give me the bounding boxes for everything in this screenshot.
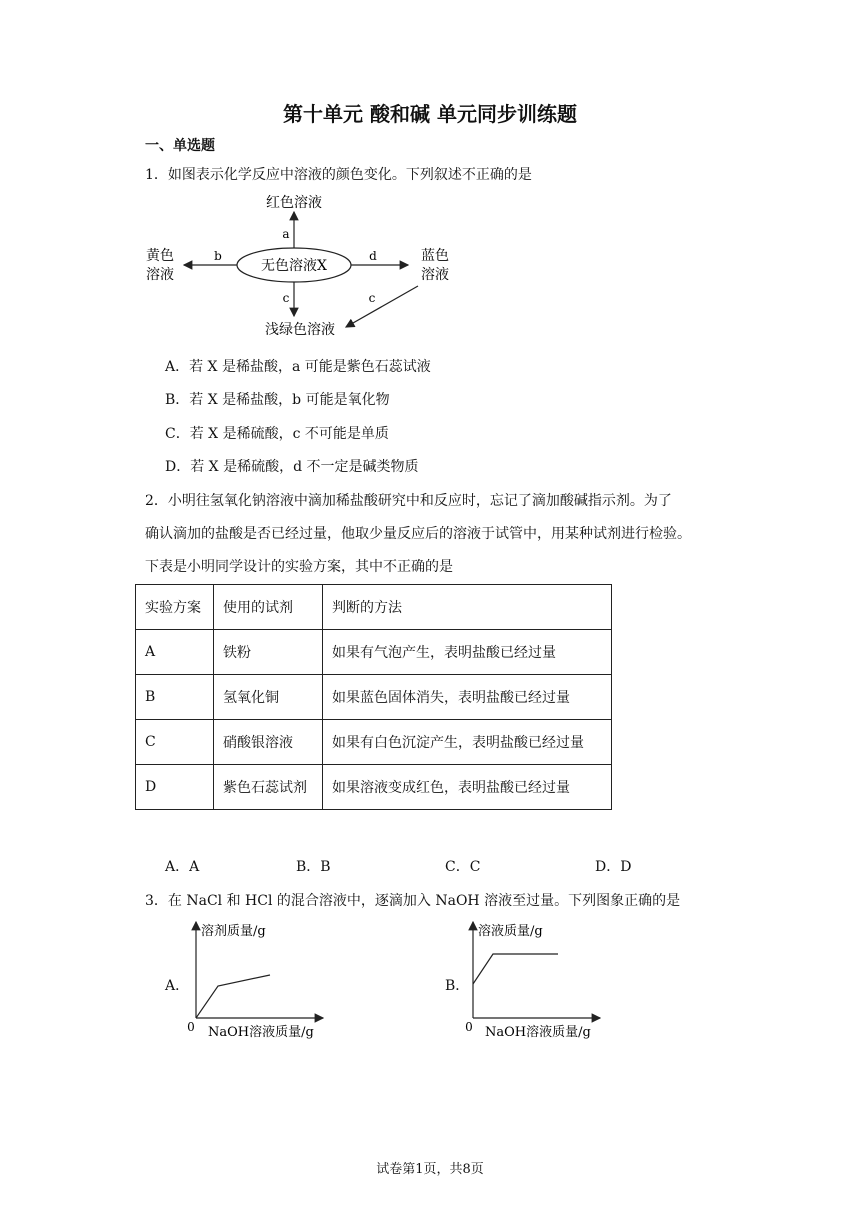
- page-footer: 试卷第1页，共8页: [376, 1162, 484, 1177]
- table-row: [136, 630, 612, 675]
- label-c: c: [282, 291, 290, 305]
- q1-option-c: C．若 X 是稀硫酸，c 不可能是单质: [165, 426, 389, 442]
- table-header-cell: 实验方案: [136, 585, 214, 630]
- table-cell: 如果有白色沉淀产生，表明盐酸已经过量: [323, 720, 612, 765]
- table-cell: 氢氧化铜: [214, 675, 323, 720]
- table-row: [136, 765, 612, 810]
- q2-option-a: A．A: [165, 859, 200, 875]
- q2-option-b: B．B: [296, 859, 331, 875]
- color-change-diagram: [140, 188, 460, 346]
- graph-b-ylabel: 溶液质量/g: [478, 924, 543, 939]
- graph-a-curve: [196, 975, 270, 1018]
- graph-b-xlabel: NaOH溶液质量/g: [485, 1025, 591, 1040]
- table-cell: D: [136, 765, 214, 810]
- graph-a-xlabel: NaOH溶液质量/g: [208, 1025, 314, 1040]
- q1-option-b: B．若 X 是稀盐酸，b 可能是氧化物: [165, 392, 390, 408]
- table-cell: A: [136, 630, 214, 675]
- question-3-stem: 3．在 NaCl 和 HCl 的混合溶液中，逐滴加入 NaOH 溶液至过量。下列图象正确的是: [145, 893, 681, 909]
- q1-option-a: A．若 X 是稀盐酸，a 可能是紫色石蕊试液: [165, 359, 431, 375]
- right-label-1: 蓝色: [421, 248, 449, 264]
- table-cell: B: [136, 675, 214, 720]
- q2-option-d: D．D: [595, 859, 632, 875]
- center-label: 无色溶液X: [261, 258, 327, 274]
- table-header-row: [136, 585, 612, 630]
- arrow-c2: [346, 286, 418, 327]
- label-c2: c: [368, 291, 376, 305]
- experiment-table: [135, 584, 612, 810]
- page-title: 第十单元 酸和碱 单元同步训练题: [283, 102, 577, 126]
- table-header-cell: 使用的试剂: [214, 585, 323, 630]
- right-label-2: 溶液: [421, 267, 449, 283]
- question-2-line-3: 下表是小明同学设计的实验方案，其中不正确的是: [145, 559, 453, 575]
- top-label: 红色溶液: [266, 195, 322, 211]
- label-a: a: [282, 227, 290, 241]
- table-cell: 铁粉: [214, 630, 323, 675]
- graph-a-origin: 0: [187, 1020, 195, 1034]
- table-cell: 紫色石蕊试剂: [214, 765, 323, 810]
- bottom-label: 浅绿色溶液: [265, 322, 335, 338]
- graph-a-ylabel: 溶剂质量/g: [201, 924, 266, 939]
- q3-option-b-label: B．: [445, 978, 470, 994]
- table-cell: 如果溶液变成红色，表明盐酸已经过量: [323, 765, 612, 810]
- graph-b: [463, 918, 613, 1043]
- graph-b-origin: 0: [465, 1020, 473, 1034]
- table-header-cell: 判断的方法: [323, 585, 612, 630]
- table-cell: 如果蓝色固体消失，表明盐酸已经过量: [323, 675, 612, 720]
- question-1-stem: 1．如图表示化学反应中溶液的颜色变化。下列叙述不正确的是: [145, 167, 532, 183]
- q2-option-c: C．C: [445, 859, 481, 875]
- table-row: [136, 720, 612, 765]
- section-heading: 一、单选题: [145, 138, 215, 154]
- table-cell: 硝酸银溶液: [214, 720, 323, 765]
- question-2-line-2: 确认滴加的盐酸是否已经过量，他取少量反应后的溶液于试管中，用某种试剂进行检验。: [145, 526, 691, 542]
- q3-option-a-label: A．: [165, 978, 190, 994]
- label-b: b: [214, 249, 222, 263]
- left-label-2: 溶液: [146, 267, 174, 283]
- q1-option-d: D．若 X 是稀硫酸，d 不一定是碱类物质: [165, 459, 419, 475]
- graph-a: [185, 918, 335, 1043]
- question-2-line-1: 2．小明往氢氧化钠溶液中滴加稀盐酸研究中和反应时，忘记了滴加酸碱指示剂。为了: [145, 493, 672, 509]
- label-d: d: [369, 249, 377, 263]
- table-row: [136, 675, 612, 720]
- table-cell: 如果有气泡产生，表明盐酸已经过量: [323, 630, 612, 675]
- graph-b-curve: [473, 954, 558, 984]
- table-cell: C: [136, 720, 214, 765]
- left-label-1: 黄色: [146, 248, 174, 264]
